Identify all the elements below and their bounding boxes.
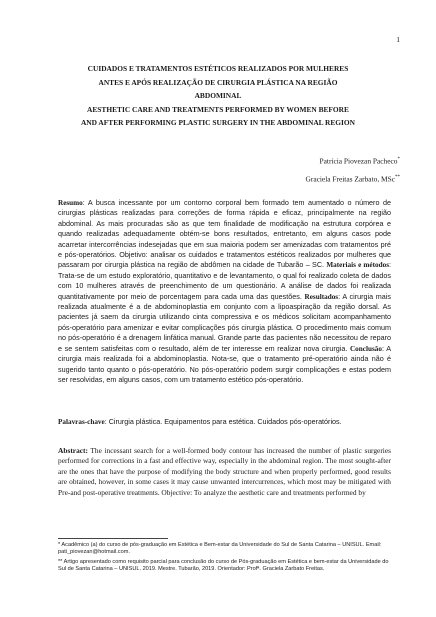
author-1: Patrícia Piovezan Pacheco* bbox=[319, 156, 400, 166]
title-pt-line-2: ANTES E APÓS REALIZAÇÃO DE CIRURGIA PLÁSTICA NA REGIÃO bbox=[98, 77, 338, 87]
author-block bbox=[306, 151, 400, 188]
title-pt-line-1: CUIDADOS E TRATAMENTOS ESTÉTICOS REALIZADOS POR MULHERES bbox=[87, 64, 349, 73]
title-pt-line-3: ABDOMINAL bbox=[194, 91, 242, 100]
keywords-line: Palavras-chave: Cirurgia plástica. Equipamentos para estética. Cuidados pós-operatórios. bbox=[58, 417, 342, 426]
title-block bbox=[58, 62, 378, 130]
author-2: Graciela Freitas Zarbato, MSc** bbox=[305, 174, 400, 184]
conclusion-label: Conclusão bbox=[349, 344, 382, 353]
title-en-line-1: AESTHETIC CARE AND TREATMENTS PERFORMED BY WOMEN BEFORE bbox=[87, 104, 349, 114]
abstract-paragraph: Abstract: The incessant search for a well-formed body contour has increased the number of plastic surgeries performed for corrections in a fast and effective way, especially in the abdominal region. The most sought-after are the ones that have the purpose of modifying the body structure and when properly performed, good results are obtained, however, in some cases it may cause unwanted intercurrences, which most may be mitigated with Pre-and post-operative treatments. Objective: To analyze the aesthetic care and treatments performed by bbox=[58, 446, 391, 497]
results-label: Resultados bbox=[304, 292, 339, 301]
title-en-line-2: AND AFTER PERFORMING PLASTIC SURGERY IN THE ABDOMINAL REGION bbox=[80, 118, 356, 127]
footnote-2: ** Artigo apresentado como requisito parcial para conclusão do curso de Pós-graduação em Estética e bem-estar da Universidade do Sul de Santa Catarina – UNISUL. 2019. Mestre. Tubarão, 2019. Orientador: Profª. Graciela Zarbato Freitas. bbox=[58, 558, 389, 573]
resumo-label: Resumo bbox=[58, 199, 83, 207]
page-number: 1 bbox=[396, 35, 400, 44]
abstract-label: Abstract: bbox=[58, 446, 88, 455]
methods-label: Materiais e métodos bbox=[326, 261, 389, 270]
resumo-paragraph: Resumo: A busca incessante por um contorno corporal bem formado tem aumentado o número de cirurgias plásticas realizadas para correções de forma rápida e eficaz, principalmente na região abdominal. As mais procuradas são as que tem finalidade de modificação na estrutura corpórea e quando realizadas adequadamente obtém-se bons resultados, entretanto, em alguns casos pode acarretar intercorrências indesejadas que em sua maioria podem ser amenizadas com tratamentos pré e pós-operatórios. Objetivo: analisar os cuidados e tratamentos estéticos realizados por mulheres que passaram por cirurgia plástica na região de abdômen na cidade de Tubarão – SC. Materiais e métodos: Trata-se de um estudo exploratório, quantitativo e de levantamento, o qual foi realizado coleta de dados com 10 mulheres através de preenchimento de um questionário. A análise de dados foi realizada quantitativamente por meio de porcentagem para cada uma das questões. Resultados: A cirurgia mais realizada atualmente é a de abdominoplastia em conjunto com a lipoaspiração da região dorsal. As pacientes já saem da cirurgia utilizando cinta compressiva e os médicos solicitam acompanhamento pós-operatório para amenizar e evitar complicações pós cirurgia plástica. O procedimento mais comum no pós-operatório é a drenagem linfática manual. Grande parte das pacientes não necessitou de reparo e se sentem satisfeitas com o resultado, além de ter interesse em realizar nova cirurgia. Conclusão: A cirurgia mais realizada foi a abdominoplastia. Nota-se, que o tratamento pré-operatório ainda não é sugerido tanto quanto o pós-operatório. No pós-operatório podem surgir complicações e estas podem ser resolvidas, em alguns casos, com um tratamento estético pós-operatório. bbox=[58, 198, 391, 384]
keywords-label: Palavras-chave bbox=[58, 418, 105, 426]
footnotes bbox=[58, 542, 391, 576]
footnote-1: * Acadêmico (a) do curso de pós-graduação em Estética e Bem-estar da Universidade do Sul de Santa Catarina – UNISUL. Email: pati_piovezan@hotmail.com. bbox=[58, 542, 382, 556]
footnote-divider bbox=[58, 538, 168, 539]
